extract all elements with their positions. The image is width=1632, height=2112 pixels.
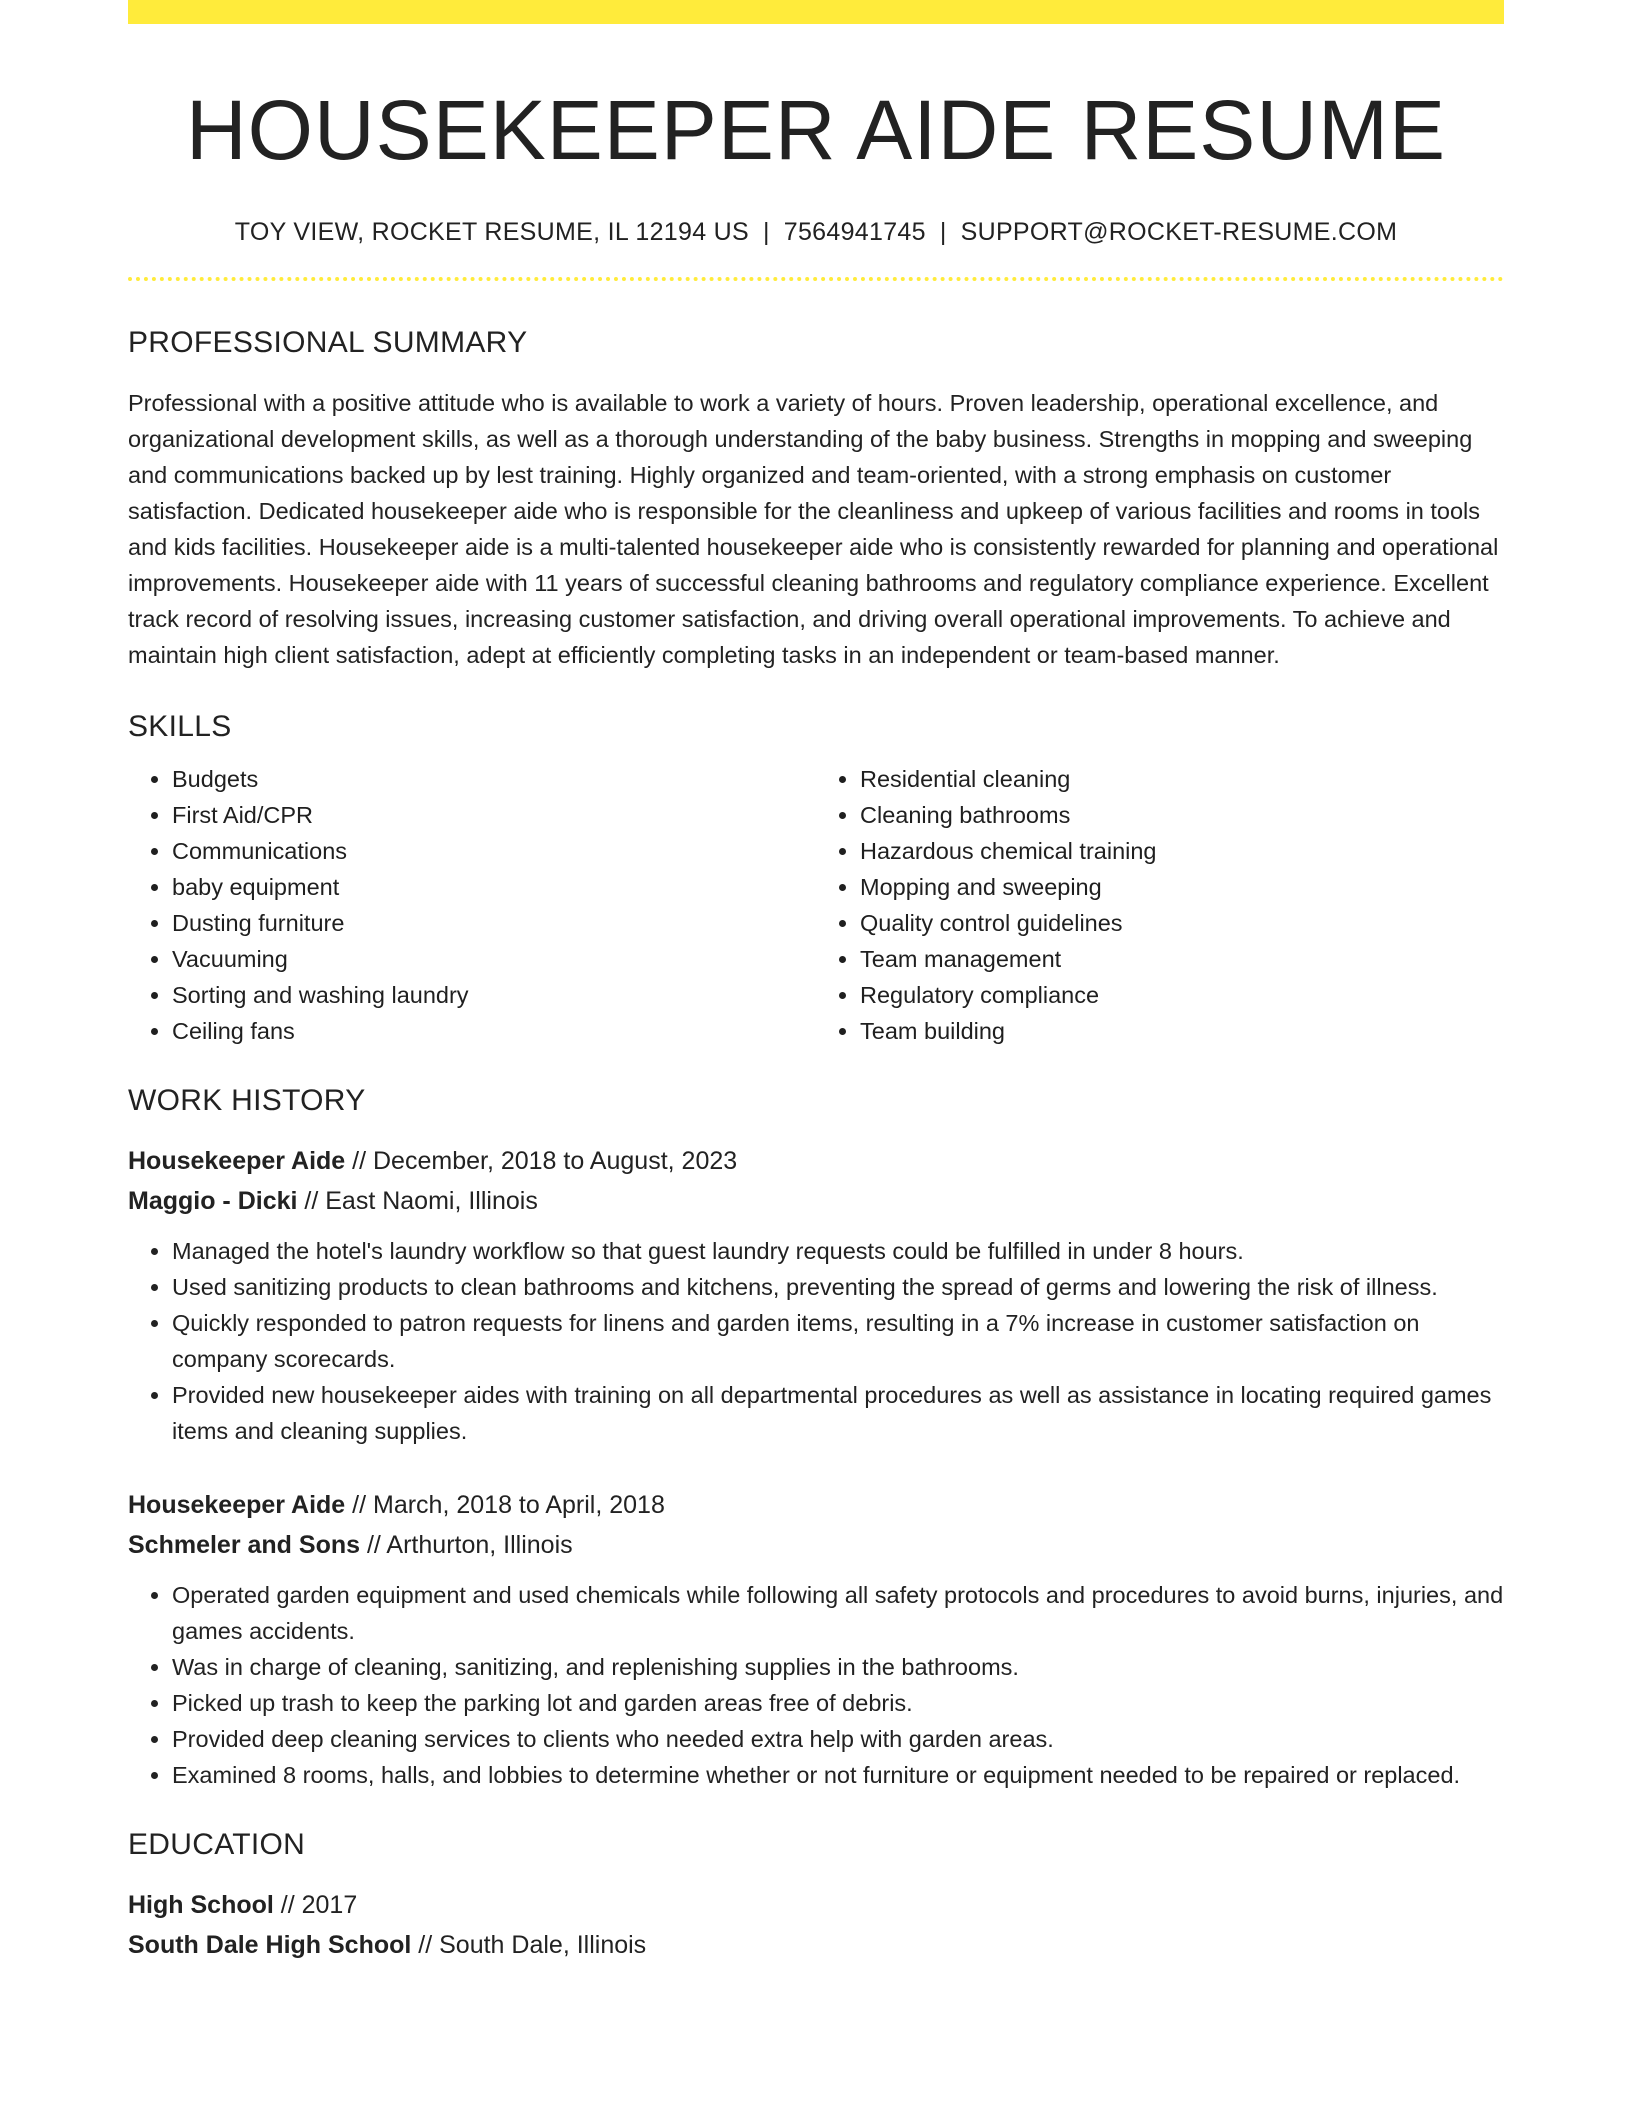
education-entry bbox=[128, 1885, 1504, 1965]
skills-right-list bbox=[816, 761, 1504, 1049]
resume-page bbox=[128, 0, 1504, 1965]
skill-item: • Sorting and washing laundry bbox=[172, 977, 816, 1013]
education-location: // South Dale, Illinois bbox=[411, 1930, 647, 1959]
skill-item: • Dusting furniture bbox=[172, 905, 816, 941]
job-company: Maggio - Dicki bbox=[128, 1186, 298, 1215]
job-entry bbox=[128, 1485, 1504, 1793]
skill-item: • Mopping and sweeping bbox=[860, 869, 1504, 905]
contact-address: TOY VIEW, ROCKET RESUME, IL 12194 US bbox=[234, 217, 749, 246]
education-heading: EDUCATION bbox=[128, 1827, 306, 1861]
contact-line bbox=[128, 217, 1504, 247]
job-bullets bbox=[128, 1577, 1504, 1793]
skill-item: • Team building bbox=[860, 1013, 1504, 1049]
education-year: // 2017 bbox=[273, 1890, 358, 1919]
skills-section bbox=[128, 709, 1504, 1049]
skills-left-list bbox=[128, 761, 816, 1049]
job-bullet: • Picked up trash to keep the parking lot and garden areas free of debris. bbox=[172, 1685, 1504, 1721]
skill-item: • Ceiling fans bbox=[172, 1013, 816, 1049]
job-bullet: • Provided new housekeeper aides with training on all departmental procedures as well as assistance in locating required games items and cleaning supplies. bbox=[172, 1377, 1504, 1449]
dotted-divider bbox=[128, 277, 1504, 281]
job-bullet: • Operated garden equipment and used chemicals while following all safety protocols and procedures to avoid burns, injuries, and games accidents. bbox=[172, 1577, 1504, 1649]
skills-grid bbox=[128, 761, 1504, 1049]
skill-item: • Budgets bbox=[172, 761, 816, 797]
skill-item: • baby equipment bbox=[172, 869, 816, 905]
job-company: Schmeler and Sons bbox=[128, 1530, 361, 1559]
job-dates: // March, 2018 to April, 2018 bbox=[345, 1490, 665, 1519]
education-school: South Dale High School bbox=[128, 1930, 412, 1959]
contact-separator: | bbox=[762, 217, 770, 246]
skill-item: • Communications bbox=[172, 833, 816, 869]
job-bullet: • Managed the hotel's laundry workflow so that guest laundry requests could be fulfilled in under 8 hours. bbox=[172, 1233, 1504, 1269]
job-bullets bbox=[128, 1233, 1504, 1449]
contact-phone: 7564941745 bbox=[783, 217, 926, 246]
contact-email: SUPPORT@ROCKET-RESUME.COM bbox=[960, 217, 1398, 246]
job-title-line bbox=[128, 1485, 1504, 1525]
skill-item: • Regulatory compliance bbox=[860, 977, 1504, 1013]
resume-title: HOUSEKEEPER AIDE RESUME bbox=[186, 83, 1446, 177]
education-section bbox=[128, 1827, 1504, 1965]
job-bullet: • Used sanitizing products to clean bathrooms and kitchens, preventing the spread of germs and lowering the risk of illness. bbox=[172, 1269, 1504, 1305]
skill-item: • Residential cleaning bbox=[860, 761, 1504, 797]
job-dates: // December, 2018 to August, 2023 bbox=[345, 1146, 738, 1175]
education-degree: High School bbox=[128, 1890, 274, 1919]
skill-item: • Cleaning bathrooms bbox=[860, 797, 1504, 833]
summary-heading: PROFESSIONAL SUMMARY bbox=[128, 325, 528, 359]
job-title: Housekeeper Aide bbox=[128, 1146, 346, 1175]
work-history-section bbox=[128, 1083, 1504, 1793]
skills-heading: SKILLS bbox=[128, 709, 232, 743]
education-school-line bbox=[128, 1925, 1504, 1965]
summary-section bbox=[128, 325, 1504, 673]
job-entry bbox=[128, 1141, 1504, 1449]
contact-separator: | bbox=[939, 217, 947, 246]
work-history-heading: WORK HISTORY bbox=[128, 1083, 366, 1117]
education-degree-line bbox=[128, 1885, 1504, 1925]
job-company-line bbox=[128, 1181, 1504, 1221]
skill-item: • Hazardous chemical training bbox=[860, 833, 1504, 869]
job-bullet: • Provided deep cleaning services to clients who needed extra help with garden areas. bbox=[172, 1721, 1504, 1757]
top-accent-bar bbox=[128, 0, 1504, 24]
job-bullet: • Was in charge of cleaning, sanitizing, and replenishing supplies in the bathrooms. bbox=[172, 1649, 1504, 1685]
job-company-line bbox=[128, 1525, 1504, 1565]
skill-item: • First Aid/CPR bbox=[172, 797, 816, 833]
skill-item: • Quality control guidelines bbox=[860, 905, 1504, 941]
job-bullet: • Examined 8 rooms, halls, and lobbies to determine whether or not furniture or equipment needed to be repaired or replaced. bbox=[172, 1757, 1504, 1793]
job-title: Housekeeper Aide bbox=[128, 1490, 346, 1519]
summary-text: Professional with a positive attitude who is available to work a variety of hours. Proven leadership, operational excellence, and organizational development skills, as well as a thorough understanding of the baby business. Strengths in mopping and sweeping and communications backed up by lest training. Highly organized and team-oriented, with a strong emphasis on customer satisfaction. Dedicated housekeeper aide who is responsible for the cleanliness and upkeep of various facilities and rooms in tools and kids facilities. Housekeeper aide is a multi-talented housekeeper aide who is consistently rewarded for planning and operational improvements. Housekeeper aide with 11 years of successful cleaning bathrooms and regulatory compliance experience. Excellent track record of resolving issues, increasing customer satisfaction, and driving overall operational improvements. To achieve and maintain high client satisfaction, adept at efficiently completing tasks in an independent or team-based manner. bbox=[128, 389, 1499, 668]
skill-item: • Team management bbox=[860, 941, 1504, 977]
job-title-line bbox=[128, 1141, 1504, 1181]
job-bullet: • Quickly responded to patron requests for linens and garden items, resulting in a 7% increase in customer satisfaction on company scorecards. bbox=[172, 1305, 1504, 1377]
job-location: // East Naomi, Illinois bbox=[297, 1186, 538, 1215]
job-location: // Arthurton, Illinois bbox=[360, 1530, 573, 1559]
skill-item: • Vacuuming bbox=[172, 941, 816, 977]
